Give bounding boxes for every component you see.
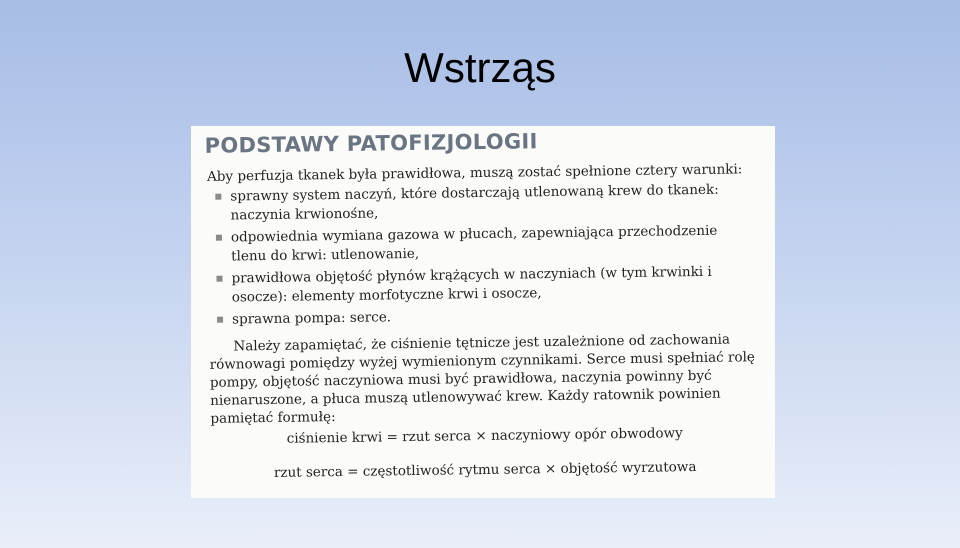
list-item xyxy=(217,303,747,329)
list-item-text: sprawny system naczyń, które dostarczają utlenowaną krew do tkanek: naczynia krwionośne, xyxy=(230,181,719,224)
list-item xyxy=(216,221,746,266)
cardiac-output-formula: rzut serca = częstotliwość rytmu serca × objętość wyrzutowa xyxy=(273,459,697,481)
list-item xyxy=(215,180,745,225)
intro-text: Aby perfuzja tkanek była prawidłowa, muszą zostać spełnione cztery warunki: xyxy=(206,161,743,185)
square-bullet-icon xyxy=(217,317,223,323)
conditions-list xyxy=(215,180,747,332)
list-item xyxy=(216,262,746,307)
square-bullet-icon xyxy=(215,194,221,200)
section-heading: PODSTAWY PATOFIZJOLOGII xyxy=(204,129,538,158)
list-item-text: sprawna pompa: serce. xyxy=(231,309,392,328)
scanned-page-content xyxy=(191,126,775,498)
scanned-textbook-page xyxy=(191,126,775,498)
list-item-text: prawidłowa objętość płynów krążących w naczyniach (w tym krwinki i osocze): elementy morfotyczne krwi i osocze, xyxy=(231,263,712,306)
explanation-paragraph: Należy zapamiętać, że ciśnienie tętnicze jest uzależnione od zachowania równowagi pomiędzy wyżej wymienionym czynnikami. Serce musi spełniać rolę pompy, objętość naczyniowa musi być prawidłowa, naczynia powinny być nienaruszone, a płuca muszą utlenowywać krew. Każdy ratownik powinien pamiętać formułę: xyxy=(209,331,755,427)
square-bullet-icon xyxy=(216,276,222,282)
list-item-text: odpowiednia wymiana gazowa w płucach, zapewniająca przechodzenie tlenu do krwi: utlenowanie, xyxy=(230,222,718,265)
slide-title: Wstrząs xyxy=(404,44,556,91)
blood-pressure-formula: ciśnienie krwi = rzut serca × naczyniowy opór obwodowy xyxy=(286,425,683,447)
square-bullet-icon xyxy=(216,235,222,241)
